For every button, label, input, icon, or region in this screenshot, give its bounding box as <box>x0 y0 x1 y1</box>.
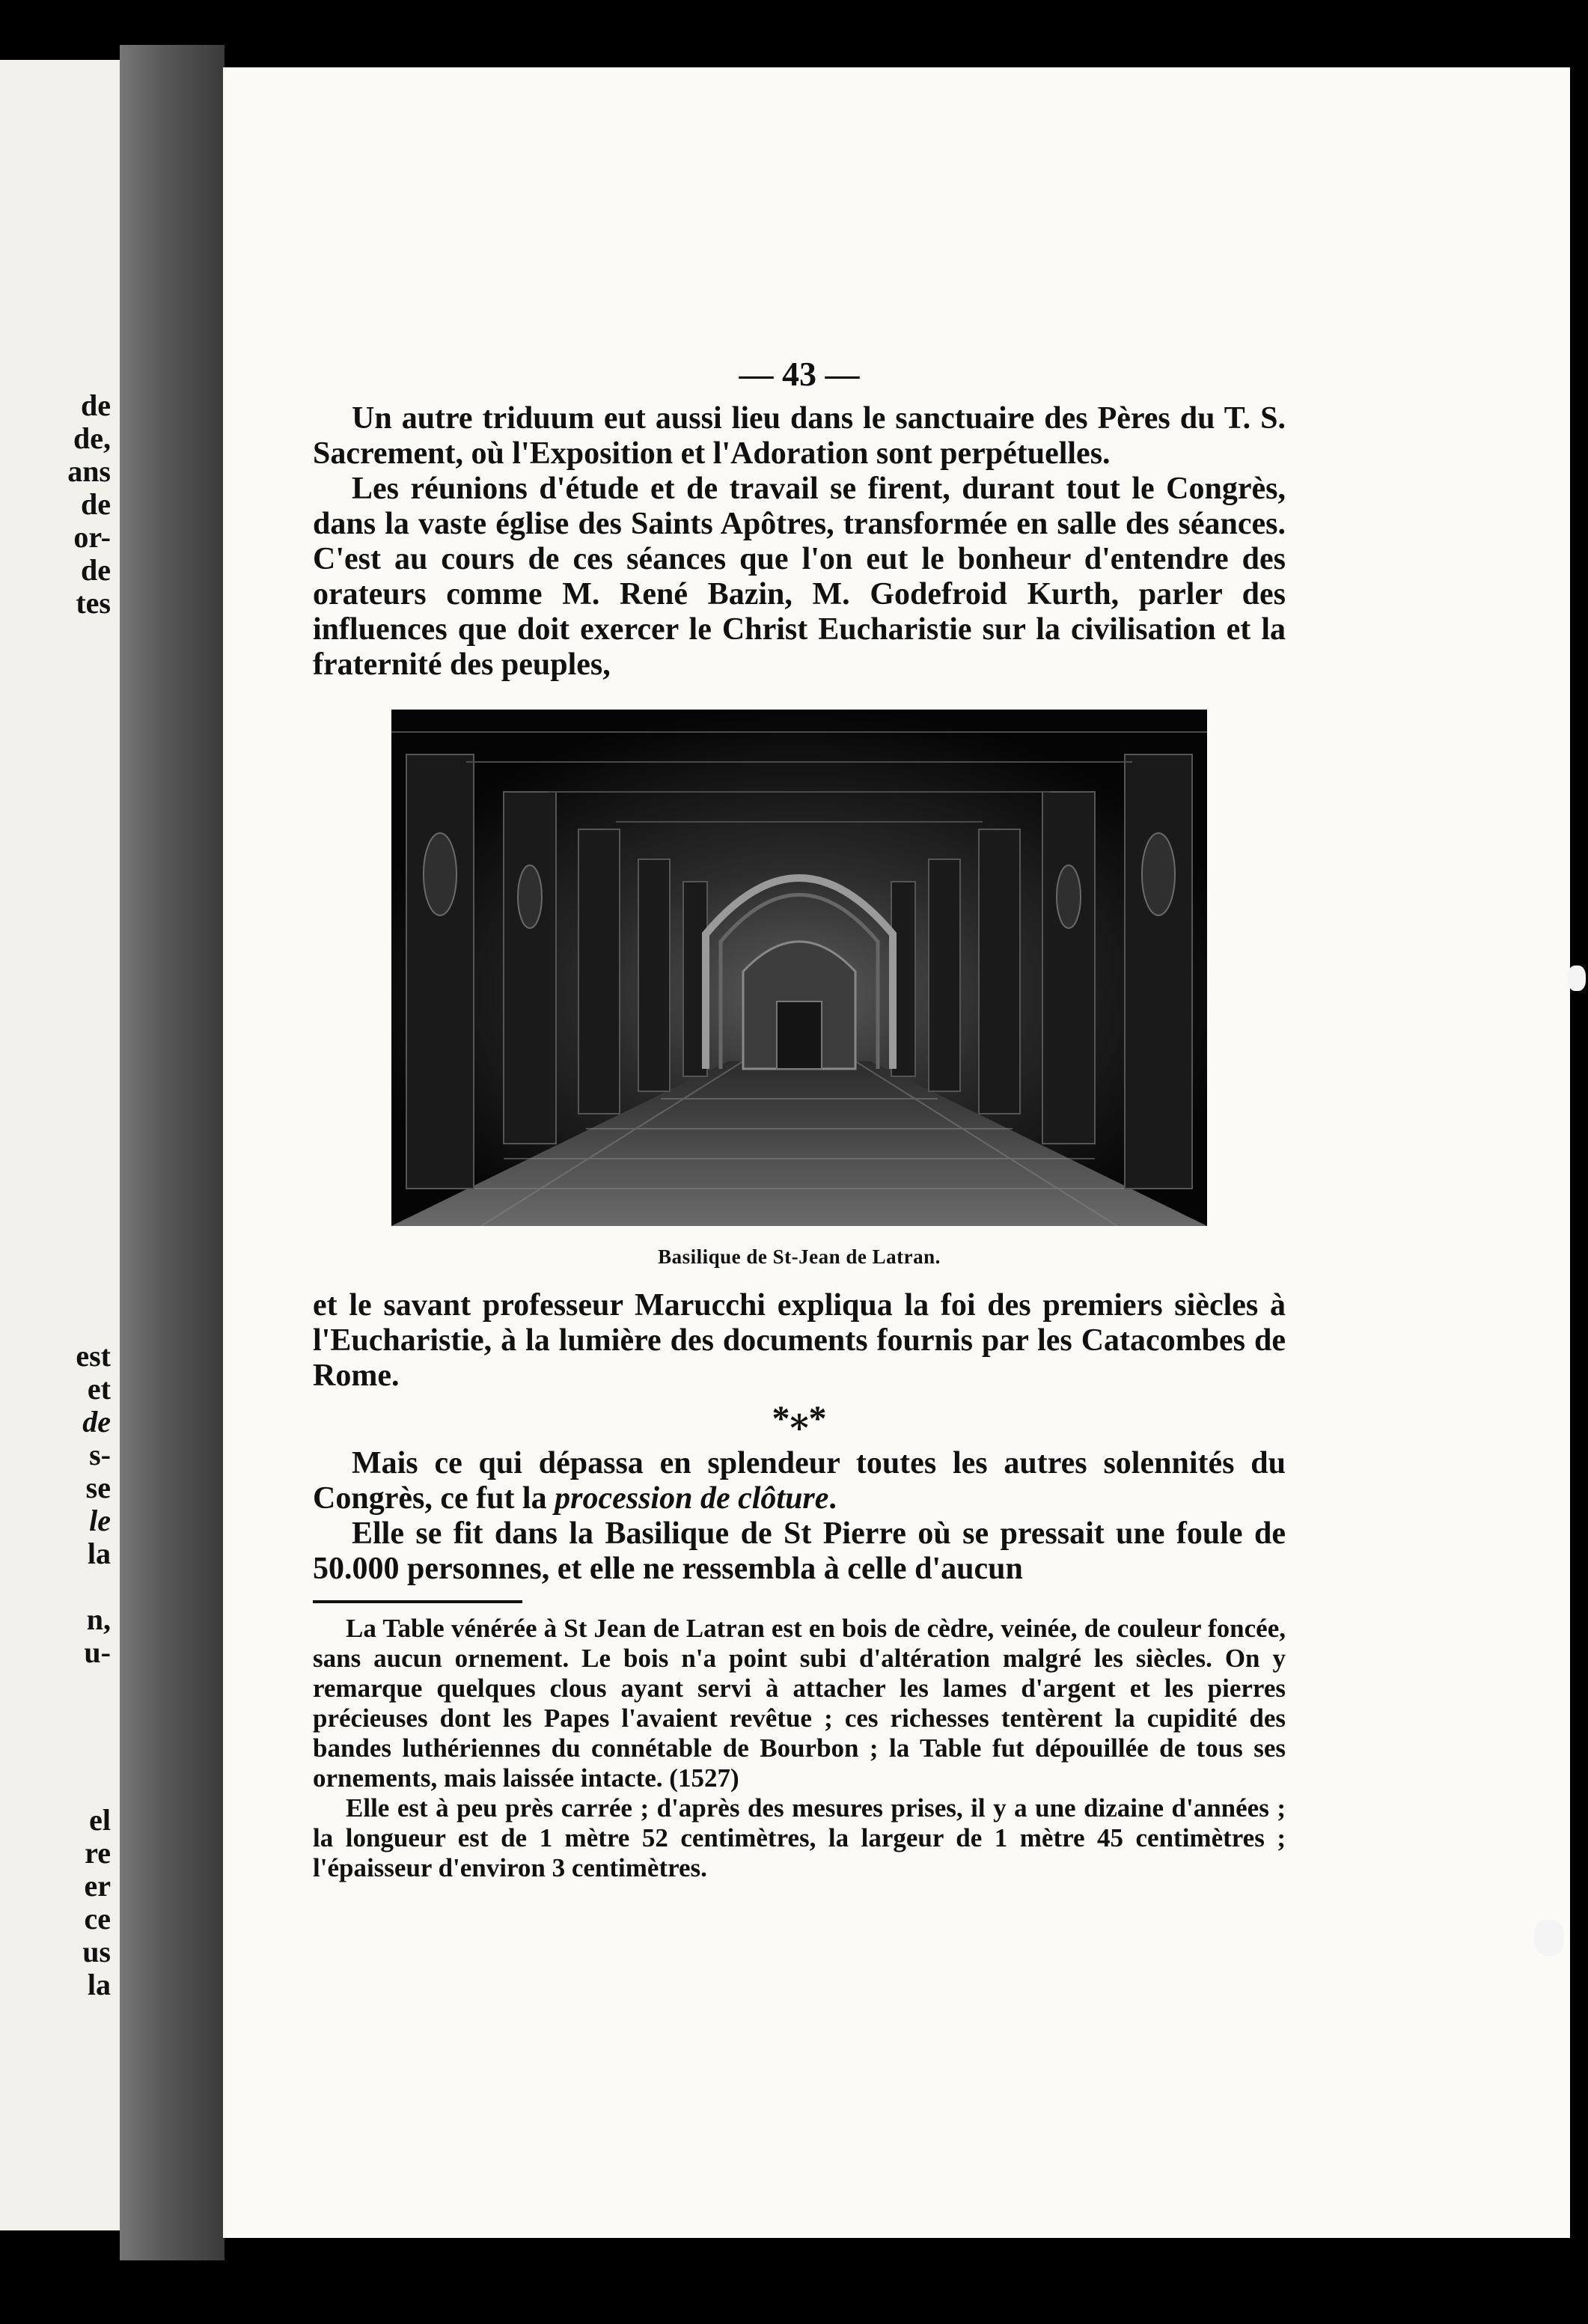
left-page-fragment-group3 <box>21 1804 111 2001</box>
fragment-line: ce <box>84 1902 111 1936</box>
book-page <box>223 67 1570 2238</box>
fragment-line: el <box>89 1803 111 1837</box>
paragraph-triduum: Un autre triduum eut aussi lieu dans le sanctuaire des Pères du T. S. Sacrement, où l'Exposition et l'Adoration sont perpétuelles. <box>313 401 1286 471</box>
figure-caption: Basilique de St-Jean de Latran. <box>658 1245 941 1268</box>
fragment-line: s- <box>89 1438 111 1471</box>
fragment-line: et <box>87 1372 111 1406</box>
footnote-dimensions: Elle est à peu près carrée ; d'après des mesures prises, il y a une dizaine d'années ; la longueur est de 1 mètre 52 centimètres, la largeur de 1 mètre 45 centimètres ; l'épaisseur d'environ 3 centimètres. <box>313 1793 1286 1882</box>
fragment-line: le <box>89 1504 111 1537</box>
fragment-line: se <box>85 1471 111 1504</box>
procession-italic: procession de clôture <box>555 1481 829 1516</box>
scan-speck <box>1534 1920 1564 1956</box>
footnote-rule <box>313 1600 522 1603</box>
fragment-line: de <box>82 1405 111 1439</box>
fragment-line: de <box>81 388 111 422</box>
fragment-line: est <box>76 1339 111 1373</box>
fragment-line: er <box>84 1869 111 1903</box>
fragment-line: re <box>85 1836 111 1870</box>
procession-text: Mais ce qui dépassa en splendeur toutes les autres solennités du Congrès, ce fut la <box>313 1446 1286 1516</box>
scan-speck <box>1568 966 1586 991</box>
left-facing-page <box>0 60 120 2230</box>
paragraph-st-pierre: Elle se fit dans la Basilique de St Pierre où se pressait une foule de 50.000 personnes, et elle ne ressembla à celle d'aucun <box>313 1516 1286 1586</box>
procession-end: . <box>828 1481 837 1516</box>
asterism-divider: *⁎* <box>772 1399 827 1439</box>
page-number: — 43 — <box>739 355 860 393</box>
fragment-line: de <box>81 487 111 521</box>
paragraph-reunions: Les réunions d'étude et de travail se firent, durant tout le Congrès, dans la vaste église des Saints Apôtres, transformée en salle des séances. C'est au cours de ces séances que l'on eut le bonheur d'entendre des orateurs comme M. René Bazin, M. Godefroid Kurth, parler des influences que doit exercer le Christ Eucharistie sur la civilisation et la fraternité des peuples, <box>313 472 1286 682</box>
fragment-line <box>21 1570 111 1603</box>
paragraph-marucchi: et le savant professeur Marucchi expliqua la foi des premiers siècles à l'Eucharistie, à la lumière des documents fournis par les Catacombes de Rome. <box>313 1288 1286 1393</box>
fragment-line: or- <box>73 520 111 554</box>
book-gutter-shadow <box>120 45 225 2260</box>
page-content <box>313 352 1286 1883</box>
fragment-line: tes <box>76 586 111 620</box>
fragment-line: la <box>87 1537 111 1570</box>
fragment-line: la <box>87 1968 111 2001</box>
left-page-fragment-group1 <box>21 389 111 620</box>
fragment-line: us <box>82 1935 111 1968</box>
fragment-line: ans <box>67 454 111 488</box>
fragment-line: u- <box>84 1635 111 1669</box>
footnote-table: La Table vénérée à St Jean de Latran est en bois de cèdre, veinée, de couleur foncée, sans aucun ornement. Le bois n'a point subi d'altération malgré les siècles. On y remarque quelques clous ayant servi à attacher les lames d'argent et les pierres précieuses dont les Papes l'avaient revêtue ; ces richesses tentèrent la cupidité des bandes luthériennes du connétable de Bourbon ; la Table fut dépouillée de tous ses ornements, mais laissée intacte. (1527) <box>313 1614 1286 1793</box>
left-page-fragment-group2 <box>21 1340 111 1669</box>
basilica-photograph <box>391 710 1207 1226</box>
fragment-line: de <box>81 553 111 587</box>
fragment-line: n, <box>86 1602 111 1636</box>
paragraph-procession <box>313 1446 1286 1516</box>
fragment-line: de, <box>73 421 111 455</box>
basilica-nave-image <box>391 710 1207 1226</box>
